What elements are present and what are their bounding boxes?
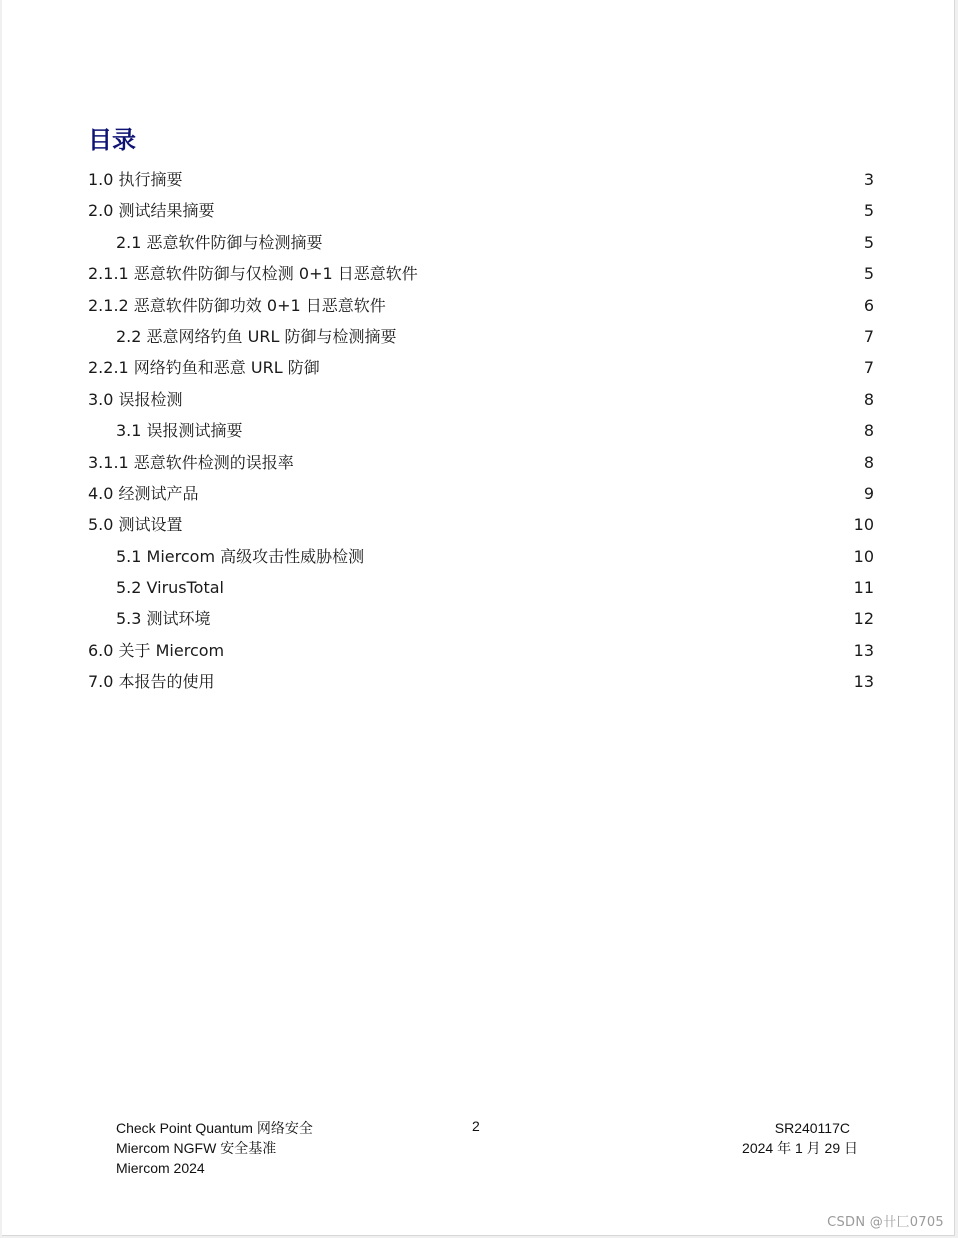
- footer-right: [742, 1118, 858, 1158]
- toc-entry-label: 5.3 测试环境: [116, 609, 211, 629]
- toc-title: 目录: [88, 126, 136, 154]
- toc-entry[interactable]: [88, 258, 874, 289]
- toc-entry-label: 2.2.1 网络钓鱼和恶意 URL 防御: [88, 358, 320, 378]
- toc-entry-page: 9: [863, 483, 874, 503]
- toc-entry-page: 12: [853, 609, 874, 629]
- toc-entry[interactable]: [88, 195, 874, 226]
- toc-entry-page: 3: [863, 170, 874, 189]
- toc-entry[interactable]: [88, 415, 874, 446]
- toc-entry[interactable]: [88, 290, 874, 321]
- toc-entry-page: 8: [863, 421, 874, 441]
- toc-entry-label: 2.0 测试结果摘要: [88, 201, 215, 221]
- toc-entry[interactable]: [88, 447, 874, 478]
- toc-entry-label: 5.1 Miercom 高级攻击性威胁检测: [116, 546, 365, 566]
- toc-entry[interactable]: [88, 321, 874, 352]
- toc-entry-page: 5: [863, 232, 874, 252]
- toc-entry-page: 7: [863, 358, 874, 378]
- toc-entry[interactable]: [88, 635, 874, 666]
- toc-entry-page: 10: [853, 546, 874, 566]
- footer-page-number: 2: [472, 1118, 480, 1134]
- toc-entry-page: 6: [863, 295, 874, 315]
- toc-entry[interactable]: [88, 541, 874, 572]
- footer-benchmark-line: Miercom NGFW 安全基准: [116, 1140, 277, 1156]
- toc-entry[interactable]: [88, 572, 874, 603]
- toc-entry[interactable]: [88, 666, 874, 697]
- toc-entry-page: 8: [863, 452, 874, 472]
- toc-entry-label: 2.1.2 恶意软件防御功效 0+1 日恶意软件: [88, 295, 386, 315]
- toc-entry-page: 11: [853, 578, 874, 598]
- toc-entry-label: 3.1 误报测试摘要: [116, 421, 243, 441]
- toc-entry-label: 2.2 恶意网络钓鱼 URL 防御与检测摘要: [116, 326, 397, 346]
- toc-entry-label: 3.1.1 恶意软件检测的误报率: [88, 452, 294, 472]
- toc-entry[interactable]: [88, 478, 874, 509]
- toc-entry-page: 13: [853, 672, 874, 692]
- footer-copyright-line: Miercom 2024: [116, 1160, 205, 1176]
- toc-entry-label: 6.0 关于 Miercom: [88, 640, 225, 660]
- toc-entry[interactable]: [88, 509, 874, 540]
- toc-entry[interactable]: [88, 603, 874, 634]
- footer-report-id: SR240117C: [774, 1120, 850, 1136]
- toc-entry-label: 7.0 本报告的使用: [88, 672, 215, 692]
- toc-entry[interactable]: [88, 384, 874, 415]
- toc-entry-label: 2.1 恶意软件防御与检测摘要: [116, 232, 323, 252]
- toc-entry[interactable]: [88, 164, 874, 195]
- toc-list: [88, 164, 874, 698]
- toc-entry-page: 5: [863, 201, 874, 221]
- toc-entry-page: 5: [863, 264, 874, 284]
- toc-entry-page: 13: [853, 640, 874, 660]
- toc-entry-page: 10: [853, 515, 874, 535]
- toc-entry-label: 5.2 VirusTotal: [116, 578, 224, 598]
- toc-entry-label: 4.0 经测试产品: [88, 483, 199, 503]
- footer-left: [116, 1118, 313, 1178]
- toc-entry-page: 8: [863, 389, 874, 409]
- toc-entry-page: 7: [863, 326, 874, 346]
- document-page: [2, 0, 955, 1236]
- toc-entry-label: 2.1.1 恶意软件防御与仅检测 0+1 日恶意软件: [88, 264, 418, 284]
- csdn-watermark: CSDN @卄匚0705: [827, 1215, 944, 1230]
- toc-entry-label: 1.0 执行摘要: [88, 170, 183, 189]
- toc-entry[interactable]: [88, 352, 874, 383]
- toc-entry-label: 3.0 误报检测: [88, 389, 183, 409]
- toc-entry[interactable]: [88, 227, 874, 258]
- toc-entry-label: 5.0 测试设置: [88, 515, 183, 535]
- footer-date: 2024 年 1 月 29 日: [742, 1140, 858, 1156]
- footer-product-line: Check Point Quantum 网络安全: [116, 1120, 313, 1136]
